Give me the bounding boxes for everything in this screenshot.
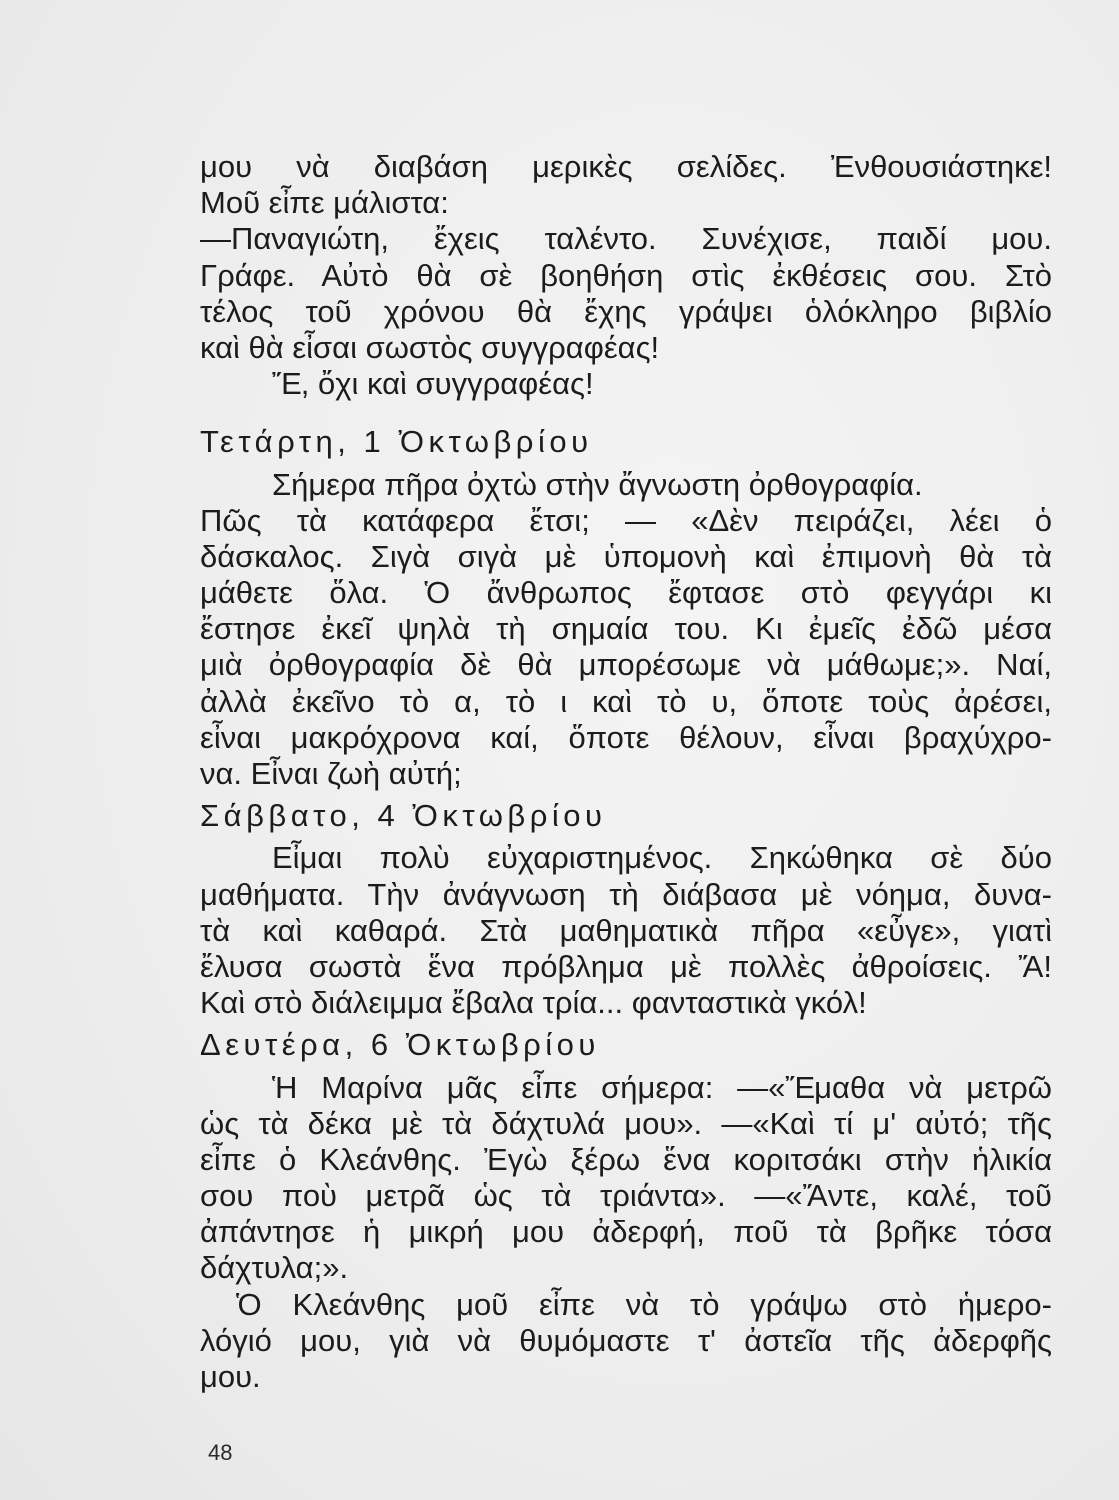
- text-line: μάθετε ὅλα. Ὁ ἄνθρωπος ἔφτασε στὸ φεγγάρι κι: [200, 575, 1052, 611]
- text-line: Γράφε. Αὐτὸ θὰ σὲ βοηθήση στὶς ἐκθέσεις σου. Στὸ: [200, 257, 1052, 293]
- diary-date-heading: Σάββατο, 4 Ὀκτωβρίου: [200, 798, 607, 834]
- text-line: μιὰ ὀρθογραφία δὲ θὰ μπορέσωμε νὰ μάθωμε;». Ναί,: [200, 647, 1052, 683]
- text-line: Μοῦ εἶπε μάλιστα:: [200, 185, 449, 221]
- diary-date-heading: Δευτέρα, 6 Ὀκτωβρίου: [200, 1027, 600, 1063]
- text-line: μου νὰ διαβάση μερικὲς σελίδες. Ἐνθουσιάστηκε!: [200, 149, 1052, 184]
- text-line: τέλος τοῦ χρόνου θὰ ἔχης γράψει ὁλόκληρο βιβλίο: [200, 293, 1052, 329]
- text-line: σου ποὺ μετρᾶ ὡς τὰ τριάντα». —«Ἄντε, καλέ, τοῦ: [200, 1178, 1052, 1214]
- text-line: ἀπάντησε ἡ μικρή μου ἀδερφή, ποῦ τὰ βρῆκε τόσα: [200, 1214, 1052, 1250]
- text-line: Καὶ στὸ διάλειμμα ἔβαλα τρία... φανταστικὰ γκόλ!: [200, 985, 867, 1021]
- text-line: Εἶμαι πολὺ εὐχαριστημένος. Σηκώθηκα σὲ δύο: [272, 840, 1052, 876]
- page-body: [200, 149, 1052, 1395]
- text-line: Ὁ Κλεάνθης μοῦ εἶπε νὰ τὸ γράψω στὸ ἡμερο-: [236, 1286, 1052, 1322]
- page-number: 48: [208, 1440, 233, 1465]
- text-line: μαθήματα. Τὴν ἀνάγνωση τὴ διάβασα μὲ νόημα, δυνα-: [200, 876, 1052, 912]
- text-line: ἀλλὰ ἐκεῖνο τὸ α, τὸ ι καὶ τὸ υ, ὅποτε τοὺς ἀρέσει,: [200, 683, 1052, 719]
- text-line: λόγιό μου, γιὰ νὰ θυμόμαστε τ' ἀστεῖα τῆς ἀδερφῆς: [200, 1322, 1052, 1358]
- text-line: καὶ θὰ εἶσαι σωστὸς συγγραφέας!: [200, 329, 660, 365]
- text-line: ὡς τὰ δέκα μὲ τὰ δάχτυλά μου». —«Καὶ τί μ' αὐτό; τῆς: [200, 1105, 1052, 1141]
- text-line: Ἔ, ὄχι καὶ συγγραφέας!: [272, 366, 594, 402]
- text-line: δάσκαλος. Σιγὰ σιγὰ μὲ ὑπομονὴ καὶ ἐπιμονὴ θὰ τὰ: [200, 538, 1052, 574]
- text-line: Σήμερα πῆρα ὀχτὼ στὴν ἄγνωστη ὀρθογραφία.: [272, 466, 923, 502]
- text-line: Πῶς τὰ κατάφερα ἔτσι; — «Δὲν πειράζει, λέει ὁ: [200, 502, 1052, 538]
- text-line: να. Εἶναι ζωὴ αὐτή;: [200, 756, 462, 791]
- diary-date-heading: Τετάρτη, 1 Ὀκτωβρίου: [200, 424, 593, 460]
- text-line: ἔλυσα σωστὰ ἕνα πρόβλημα μὲ πολλὲς ἀθροίσεις. Ἄ!: [200, 948, 1052, 984]
- text-line: ἔστησε ἐκεῖ ψηλὰ τὴ σημαία του. Κι ἐμεῖς ἐδῶ μέσα: [200, 611, 1052, 647]
- text-line: τὰ καὶ καθαρά. Στὰ μαθηματικὰ πῆρα «εὖγε», γιατὶ: [200, 912, 1052, 948]
- text-line: —Παναγιώτη, ἔχεις ταλέντο. Συνέχισε, παιδί μου.: [200, 221, 1052, 257]
- text-line: εἶναι μακρόχρονα καί, ὅποτε θέλουν, εἶναι βραχύχρο-: [200, 719, 1052, 755]
- text-line: εἶπε ὁ Κλεάνθης. Ἐγὼ ξέρω ἕνα κοριτσάκι στὴν ἡλικία: [200, 1141, 1052, 1177]
- text-line: δάχτυλα;».: [200, 1250, 349, 1286]
- text-line: μου.: [200, 1359, 261, 1394]
- text-line: Ἡ Μαρίνα μᾶς εἶπε σήμερα: —«Ἔμαθα νὰ μετρῶ: [272, 1069, 1052, 1105]
